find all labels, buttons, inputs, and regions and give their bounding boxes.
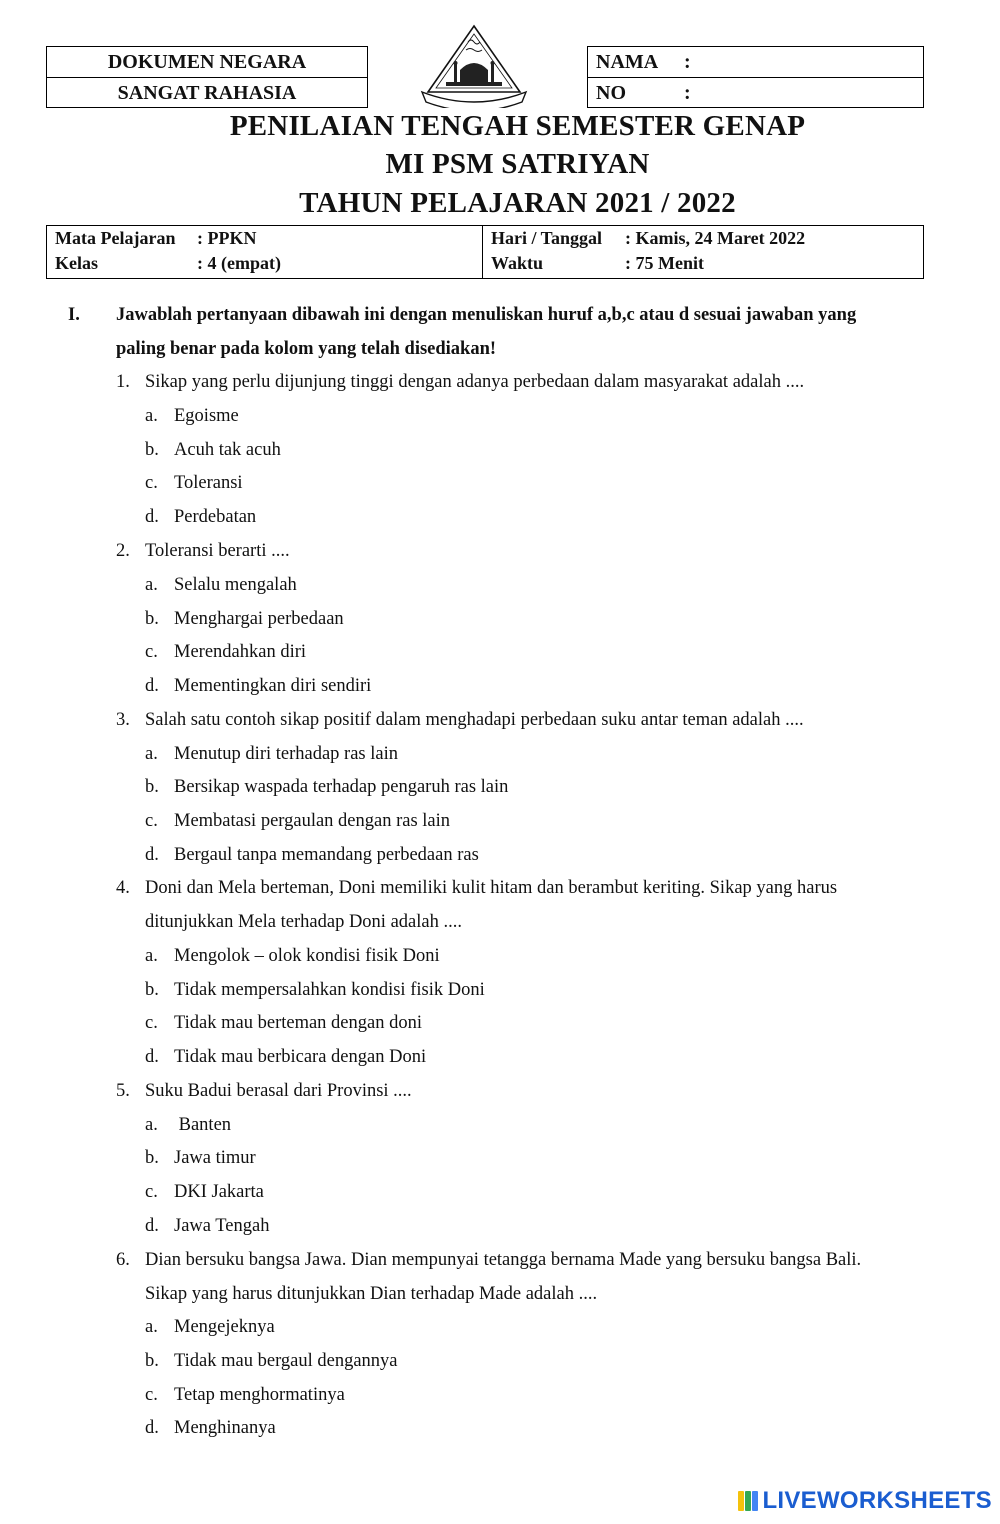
option-text: Menutup diri terhadap ras lain bbox=[174, 744, 398, 764]
option-letter: a. bbox=[145, 575, 158, 595]
question-text: Dian bersuku bangsa Jawa. Dian mempunyai tetangga bernama Made yang bersuku bangsa Bali. bbox=[145, 1250, 862, 1270]
option-letter: d. bbox=[145, 1047, 159, 1067]
option-letter: c. bbox=[145, 1182, 158, 1202]
option-text: Selalu mengalah bbox=[174, 575, 297, 595]
option-text: Toleransi bbox=[174, 473, 243, 493]
option-letter: d. bbox=[145, 507, 159, 527]
academic-year: TAHUN PELAJARAN 2021 / 2022 bbox=[299, 187, 736, 219]
option-text: Tetap menghormatinya bbox=[174, 1385, 345, 1405]
option-letter: a. bbox=[145, 406, 158, 426]
option-text: Acuh tak acuh bbox=[174, 440, 281, 460]
option-letter: b. bbox=[145, 440, 159, 460]
option-letter: c. bbox=[145, 1013, 158, 1033]
option-letter: b. bbox=[145, 609, 159, 629]
exam-title: PENILAIAN TENGAH SEMESTER GENAP bbox=[229, 110, 806, 142]
exam-info-table bbox=[46, 225, 924, 279]
name-row bbox=[588, 47, 923, 78]
option-text: Bergaul tanpa memandang perbedaan ras bbox=[174, 845, 479, 865]
question-number: 5. bbox=[116, 1081, 130, 1101]
option-text: Jawa Tengah bbox=[174, 1216, 270, 1236]
option-text: Mengolok – olok kondisi fisik Doni bbox=[174, 946, 440, 966]
time-label: Waktu bbox=[491, 253, 544, 273]
date-label: Hari / Tanggal bbox=[491, 228, 603, 248]
option-letter: a. bbox=[145, 1317, 158, 1337]
option-letter: b. bbox=[145, 777, 159, 797]
question-number: 2. bbox=[116, 541, 130, 561]
option-text: Jawa timur bbox=[174, 1148, 256, 1168]
option-text: Menghinanya bbox=[174, 1418, 276, 1438]
number-label: NO bbox=[596, 82, 626, 104]
option-text: DKI Jakarta bbox=[174, 1182, 264, 1202]
section-numeral: I. bbox=[68, 305, 80, 325]
question-number: 3. bbox=[116, 710, 130, 730]
name-label: NAMA bbox=[596, 51, 659, 73]
option-text: Merendahkan diri bbox=[174, 642, 307, 662]
option-letter: a. bbox=[145, 946, 158, 966]
option-text: Tidak mau berteman dengan doni bbox=[174, 1013, 422, 1033]
option-letter: d. bbox=[145, 845, 159, 865]
option-letter: b. bbox=[145, 980, 159, 1000]
question-text: Suku Badui berasal dari Provinsi .... bbox=[145, 1081, 412, 1101]
question-number: 1. bbox=[116, 372, 130, 392]
number-colon: : bbox=[684, 82, 691, 104]
option-letter: a. bbox=[145, 744, 158, 764]
option-text: Banten bbox=[174, 1115, 232, 1135]
class-label: Kelas bbox=[55, 253, 98, 273]
student-identity-box bbox=[587, 46, 924, 108]
option-text: Mengejeknya bbox=[174, 1317, 275, 1337]
option-text: Bersikap waspada terhadap pengaruh ras lain bbox=[174, 777, 509, 797]
option-letter: a. bbox=[145, 1115, 158, 1135]
option-letter: c. bbox=[145, 1385, 158, 1405]
option-letter: d. bbox=[145, 1216, 159, 1236]
question-text: Doni dan Mela berteman, Doni memiliki kulit hitam dan berambut keriting. Sikap yang harus bbox=[145, 878, 838, 898]
option-text: Tidak mau bergaul dengannya bbox=[174, 1351, 398, 1371]
question-text: Toleransi berarti .... bbox=[145, 541, 290, 561]
school-name: MI PSM SATRIYAN bbox=[385, 148, 650, 180]
option-letter: d. bbox=[145, 1418, 159, 1438]
subject-value: : PPKN bbox=[197, 228, 257, 248]
classification-line-2: SANGAT RAHASIA bbox=[117, 82, 297, 104]
option-text: Menghargai perbedaan bbox=[174, 609, 344, 629]
question-number: 6. bbox=[116, 1250, 130, 1270]
name-colon: : bbox=[684, 51, 691, 73]
instruction-line-1: Jawablah pertanyaan dibawah ini dengan menuliskan huruf a,b,c atau d sesuai jawaban yang bbox=[116, 305, 857, 325]
option-letter: c. bbox=[145, 473, 158, 493]
date-value: : Kamis, 24 Maret 2022 bbox=[625, 228, 806, 248]
question-text: Salah satu contoh sikap positif dalam menghadapi perbedaan suku antar teman adalah .... bbox=[145, 710, 804, 730]
option-text: Mementingkan diri sendiri bbox=[174, 676, 372, 696]
liveworksheets-text: LIVEWORKSHEETS bbox=[762, 1487, 992, 1514]
liveworksheets-watermark[interactable] bbox=[737, 1486, 992, 1516]
classification-line-1: DOKUMEN NEGARA bbox=[47, 47, 367, 78]
option-text: Tidak mau berbicara dengan Doni bbox=[174, 1047, 427, 1067]
option-letter: b. bbox=[145, 1148, 159, 1168]
option-letter: b. bbox=[145, 1351, 159, 1371]
question-text-continued: ditunjukkan Mela terhadap Doni adalah .... bbox=[145, 912, 462, 932]
question-text-continued: Sikap yang harus ditunjukkan Dian terhadap Made adalah .... bbox=[145, 1284, 598, 1304]
option-text: Egoisme bbox=[174, 406, 239, 426]
time-value: : 75 Menit bbox=[625, 253, 704, 273]
option-letter: d. bbox=[145, 676, 159, 696]
question-text: Sikap yang perlu dijunjung tinggi dengan adanya perbedaan dalam masyarakat adalah .... bbox=[145, 372, 805, 392]
number-row bbox=[588, 78, 923, 108]
option-text: Membatasi pergaulan dengan ras lain bbox=[174, 811, 451, 831]
class-value: : 4 (empat) bbox=[197, 253, 281, 273]
school-logo bbox=[416, 22, 532, 108]
option-text: Tidak mempersalahkan kondisi fisik Doni bbox=[174, 980, 485, 1000]
subject-label: Mata Pelajaran bbox=[55, 228, 176, 248]
liveworksheets-logo-icon bbox=[737, 1490, 759, 1512]
info-divider bbox=[482, 226, 483, 278]
option-letter: c. bbox=[145, 811, 158, 831]
instruction-line-2: paling benar pada kolom yang telah disediakan! bbox=[116, 339, 497, 359]
document-classification-box bbox=[46, 46, 368, 108]
option-text: Perdebatan bbox=[174, 507, 257, 527]
option-letter: c. bbox=[145, 642, 158, 662]
question-number: 4. bbox=[116, 878, 130, 898]
